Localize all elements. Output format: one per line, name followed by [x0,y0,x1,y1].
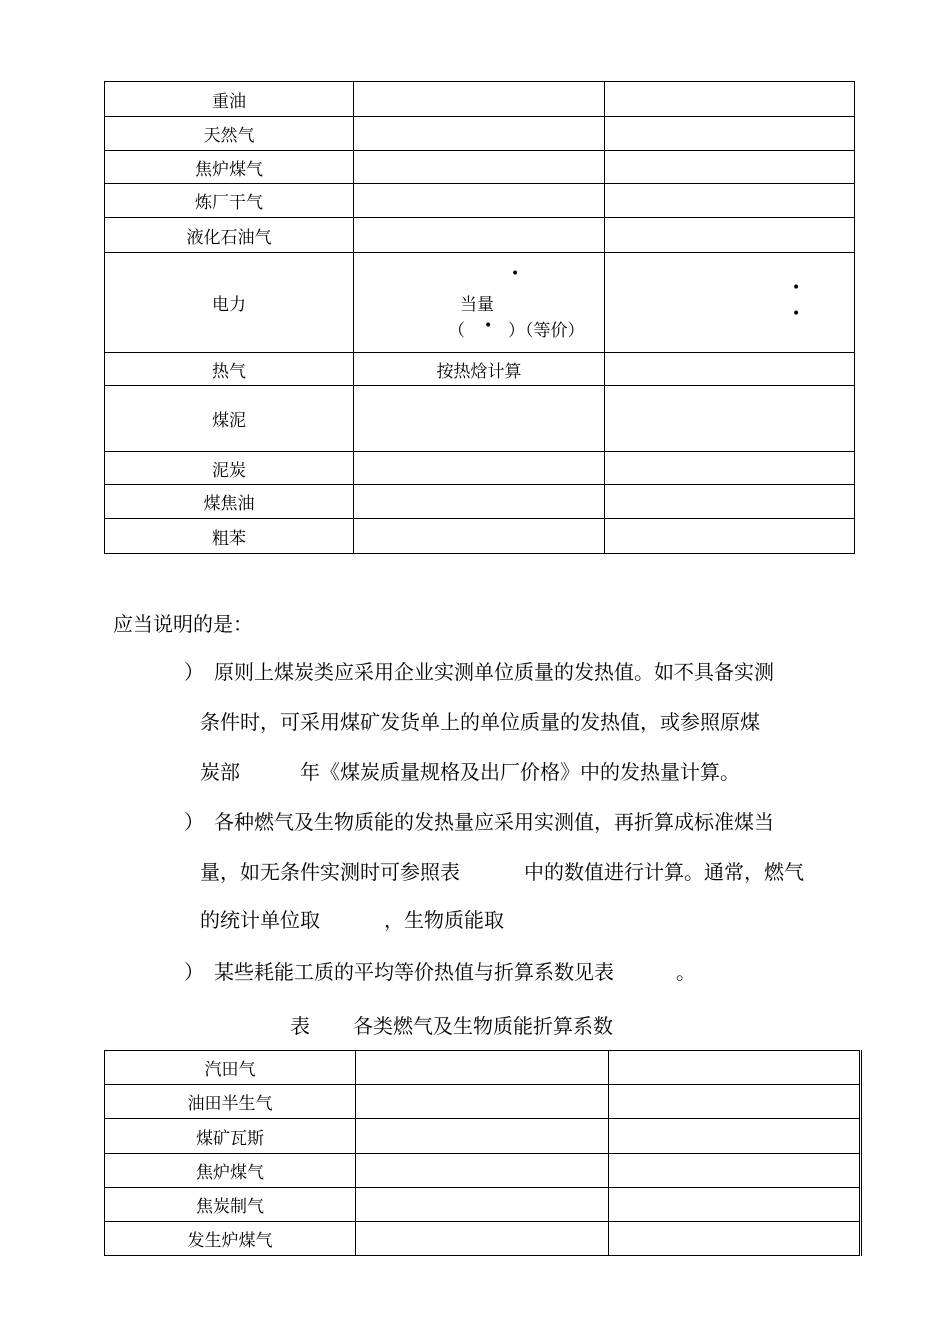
table-row [105,1119,861,1154]
value-cell [609,1085,861,1119]
value-cell [354,485,605,519]
note-text-line: 年《煤炭质量规格及出厂价格》中的发热量计算。 [300,760,740,784]
note-marker: ） [184,960,204,984]
note-text-line: 的统计单位取 [200,908,320,932]
value-cell [605,353,855,386]
gas-name-cell: 发生炉煤气 [105,1222,356,1256]
value-cell [609,1222,861,1256]
value-cell [609,1188,861,1222]
table-row [105,1154,861,1188]
table-row [105,184,855,218]
table-caption-prefix: 表 [290,1014,310,1038]
gas-name-cell: 焦炉煤气 [105,1154,356,1188]
note-text-line: 条件时，可采用煤矿发货单上的单位质量的发热值，或参照原煤 [200,710,760,734]
equal-price-label: ）（等价） [508,321,585,341]
table-row [105,353,855,386]
note-text-line: 炭部 [200,760,240,784]
gas-name-cell: 煤矿瓦斯 [105,1119,356,1154]
note-text-line: 中的数值进行计算。通常，燃气 [524,860,804,884]
table-row [105,117,855,151]
electricity-value-cell [605,253,855,353]
value-cell [356,1222,609,1256]
gas-biomass-conversion-table [104,1050,862,1256]
value-cell [605,82,855,117]
fuel-name-cell: 重油 [105,82,354,117]
note-text-line: 某些耗能工质的平均等价热值与折算系数见表 [214,960,614,984]
table-row [105,1051,861,1085]
table-row [105,218,855,253]
gas-name-cell: 焦炭制气 [105,1188,356,1222]
table-row [105,1188,861,1222]
bullet-dot: • [511,266,520,282]
gas-name-cell: 汽田气 [105,1051,356,1085]
value-cell [605,151,855,184]
value-cell [609,1051,861,1085]
bullet-dot: • [792,280,801,296]
value-cell [605,386,855,452]
note-text-line: 原则上煤炭类应采用企业实测单位质量的发热值。如不具备实测 [214,660,774,684]
table-row [105,386,855,452]
value-cell: 按热焓计算 [354,353,605,386]
value-cell [354,184,605,218]
value-cell [609,1154,861,1188]
table-row [105,1085,861,1119]
fuel-name-cell: 天然气 [105,117,354,151]
value-cell [356,1154,609,1188]
table-row [105,519,855,554]
equivalent-label: 当量 [460,295,494,315]
bullet-dot: • [792,306,801,322]
value-cell [356,1085,609,1119]
electricity-value-cell [354,253,605,353]
value-cell [609,1119,861,1154]
value-cell [354,386,605,452]
value-cell [354,117,605,151]
value-cell [356,1051,609,1085]
value-cell [605,218,855,253]
note-text-line: ，生物质能取 [384,908,504,932]
fuel-name-cell: 粗苯 [105,519,354,554]
value-cell [356,1188,609,1222]
value-cell [605,519,855,554]
fuel-name-cell: 热气 [105,353,354,386]
table-row [105,1222,861,1256]
table-row-electricity [105,253,855,353]
table-row [105,452,855,485]
fuel-name-cell: 液化石油气 [105,218,354,253]
value-cell [605,452,855,485]
table-row [105,82,855,117]
table-row [105,151,855,184]
gas-name-cell: 油田半生气 [105,1085,356,1119]
fuel-name-cell: 焦炉煤气 [105,151,354,184]
fuel-name-cell: 炼厂干气 [105,184,354,218]
fuel-name-cell: 煤焦油 [105,485,354,519]
value-cell [605,184,855,218]
fuel-name-cell: 电力 [105,253,354,353]
note-marker: ） [184,660,204,684]
note-text-line: 量，如无条件实测时可参照表 [200,860,460,884]
fuel-name-cell: 泥炭 [105,452,354,485]
note-text-line: 各种燃气及生物质能的发热量应采用实测值，再折算成标准煤当 [214,810,774,834]
value-cell [356,1119,609,1154]
fuel-name-cell: 煤泥 [105,386,354,452]
bullet-dot: • [484,318,493,334]
value-cell [605,485,855,519]
value-cell [354,151,605,184]
value-cell [605,117,855,151]
table-caption-title: 各类燃气及生物质能折算系数 [353,1014,613,1038]
energy-conversion-table [104,81,855,554]
note-text-line: 。 [676,960,696,984]
equivalent-paren-open: （ [448,321,465,341]
value-cell [354,452,605,485]
value-cell [354,218,605,253]
table-row [105,485,855,519]
note-marker: ） [184,810,204,834]
value-cell [354,82,605,117]
value-cell [354,519,605,554]
notes-intro: 应当说明的是： [113,612,253,636]
